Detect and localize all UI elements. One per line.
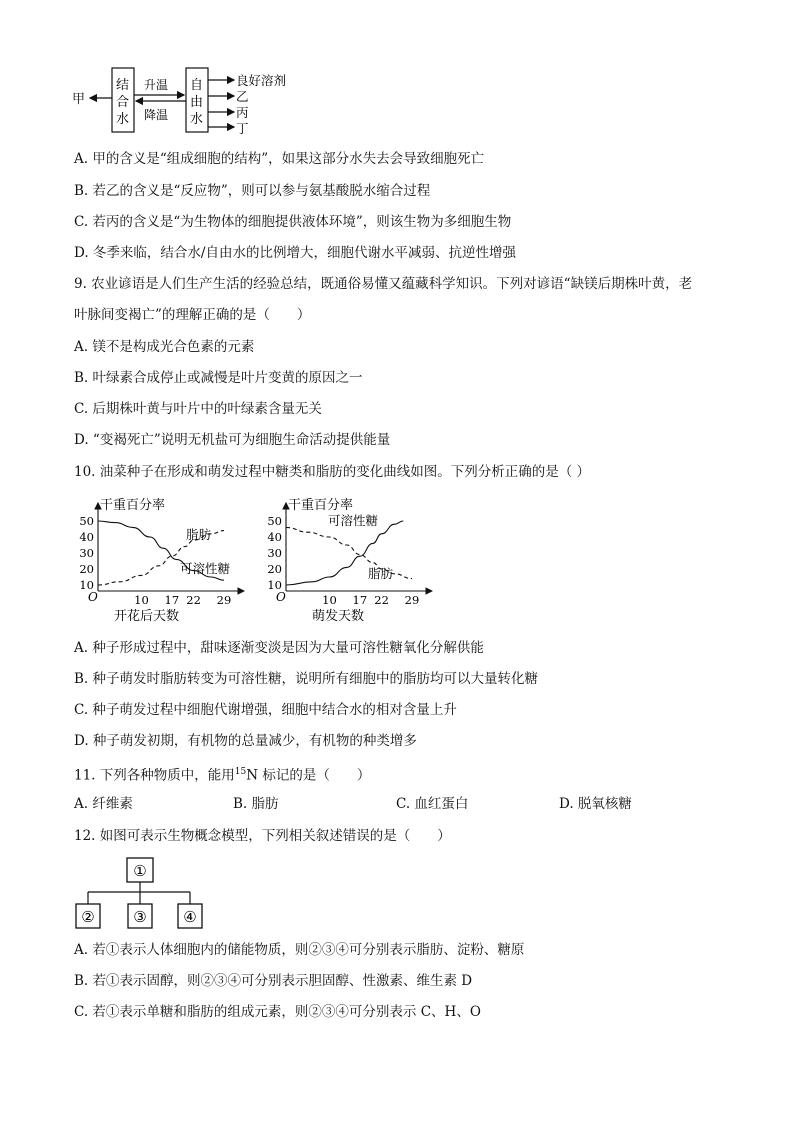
chart2-legend-fat: 脂肪 <box>368 566 394 581</box>
free-water-char-1: 自 <box>190 78 204 93</box>
bound-water-char-1: 结 <box>116 78 130 93</box>
q10-option-c[interactable]: C. 种子萌发过程中细胞代谢增强，细胞中结合水的相对含量上升 <box>74 702 457 718</box>
chart1-xtick-10: 10 <box>134 593 149 607</box>
q9-stem-line2: 叶脉间变褐亡”的理解正确的是（ ） <box>74 307 311 323</box>
chart2-origin: O <box>276 590 286 604</box>
output-bing: 丙 <box>236 105 249 120</box>
q10-stem: 10. 油菜种子在形成和萌发过程中糖类和脂肪的变化曲线如图。下列分析正确的是（ ） <box>74 464 591 480</box>
label-jia: 甲 <box>72 92 86 107</box>
q9-option-b[interactable]: B. 叶绿素合成停止或减慢是叶片变黄的原因之一 <box>74 370 363 386</box>
free-water-char-3: 水 <box>190 112 204 127</box>
q11-option-d[interactable]: D. 脱氧核糖 <box>559 796 632 812</box>
q11-stem <box>74 762 370 786</box>
heat-label: 升温 <box>144 78 169 92</box>
chart2-xtick-22: 22 <box>374 593 389 607</box>
chart1-ytick-40: 40 <box>79 530 94 544</box>
chart2-ytick-40: 40 <box>267 530 282 544</box>
bound-water-char-3: 水 <box>116 112 130 127</box>
node-3-label: ③ <box>133 908 147 926</box>
q9-stem-line1: 9. 农业谚语是人们生产生活的经验总结，既通俗易懂又蕴藏科学知识。下列对谚语“缺镁后期株叶黄，老 <box>74 276 693 292</box>
free-water-char-2: 由 <box>190 95 204 110</box>
chart1-legend-sugar: 可溶性糖 <box>180 561 231 576</box>
q9-option-a[interactable]: A. 镁不是构成光合色素的元素 <box>74 339 255 355</box>
q8-option-a[interactable]: A. 甲的含义是“组成细胞的结构”，如果这部分水失去会导致细胞死亡 <box>74 151 485 167</box>
chart2-series-fat-line <box>286 527 412 578</box>
chart2-xtick-29: 29 <box>404 593 420 607</box>
output-yi: 乙 <box>236 89 249 104</box>
q12-option-a[interactable]: A. 若①表示人体细胞内的储能物质，则②③④可分别表示脂肪、淀粉、糖原 <box>74 942 525 958</box>
output-good-solvent: 良好溶剂 <box>236 73 287 88</box>
chart1-ytick-30: 30 <box>79 546 94 560</box>
chart2-xtick-17: 17 <box>352 593 368 607</box>
q12-stem: 12. 如图可表示生物概念模型，下列相关叙述错误的是（ ） <box>74 828 451 844</box>
chart2-plot <box>286 521 412 585</box>
chart1-ytick-50: 50 <box>79 514 94 528</box>
chart2-ytick-10: 10 <box>267 578 282 592</box>
q11-option-c[interactable]: C. 血红蛋白 <box>396 796 469 812</box>
q9-option-d[interactable]: D. “变褐死亡”说明无机盐可为细胞生命活动提供能量 <box>74 432 391 448</box>
q11-options <box>74 794 734 814</box>
chart-seed-formation <box>66 493 256 625</box>
q8-option-b[interactable]: B. 若乙的含义是“反应物”，则可以参与氨基酸脱水缩合过程 <box>74 183 431 199</box>
q8-option-d[interactable]: D. 冬季来临，结合水/自由水的比例增大，细胞代谢水平减弱、抗逆性增强 <box>74 245 516 261</box>
node-2-label: ② <box>81 908 95 926</box>
q11-stem-pre: 11. 下列各种物质中，能用 <box>74 767 235 784</box>
q12-option-c[interactable]: C. 若①表示单糖和脂肪的组成元素，则②③④可分别表示 C、H、O <box>74 1004 481 1020</box>
node-4-label: ④ <box>183 908 197 926</box>
chart2-xlabel: 萌发天数 <box>312 609 365 624</box>
q10-option-b[interactable]: B. 种子萌发时脂肪转变为可溶性糖，说明所有细胞中的脂肪均可以大量转化糖 <box>74 671 539 687</box>
q9-option-c[interactable]: C. 后期株叶黄与叶片中的叶绿素含量无关 <box>74 401 322 417</box>
chart1-xtick-29: 29 <box>216 593 232 607</box>
chart1-ylabel: 干重百分率 <box>100 498 166 513</box>
chart1-origin: O <box>88 590 98 604</box>
chart2-legend-sugar: 可溶性糖 <box>328 513 379 528</box>
q11-option-a[interactable]: A. 纤维素 <box>74 796 133 812</box>
chart1-ytick-10: 10 <box>79 578 94 592</box>
chart1-legend-fat: 脂肪 <box>186 527 212 542</box>
cool-label: 降温 <box>144 108 169 122</box>
node-1-label: ① <box>133 862 147 880</box>
chart-seed-germination <box>254 493 444 625</box>
chart2-xtick-10: 10 <box>322 593 337 607</box>
chart1-xlabel: 开花后天数 <box>114 609 180 624</box>
q12-option-b[interactable]: B. 若①表示固醇，则②③④可分别表示胆固醇、性激素、维生素 D <box>74 973 473 989</box>
q11-isotope-mass: 15 <box>234 767 247 777</box>
bound-water-char-2: 合 <box>116 95 130 110</box>
chart1-xtick-22: 22 <box>186 593 201 607</box>
q11-stem-post: N 标记的是（ ） <box>246 767 371 784</box>
q8-option-c[interactable]: C. 若丙的含义是“为生物体的细胞提供液体环境”，则该生物为多细胞生物 <box>74 214 512 230</box>
q10-option-a[interactable]: A. 种子形成过程中，甜味逐渐变淡是因为大量可溶性糖氧化分解供能 <box>74 640 484 656</box>
q10-option-d[interactable]: D. 种子萌发初期，有机物的总量减少，有机物的种类增多 <box>74 733 417 749</box>
chart2-ytick-50: 50 <box>267 514 282 528</box>
chart2-ytick-30: 30 <box>267 546 282 560</box>
chart1-axes <box>98 503 244 591</box>
concept-model-diagram <box>74 856 224 936</box>
chart1-xtick-17: 17 <box>164 593 180 607</box>
chart2-ytick-20: 20 <box>267 562 282 576</box>
water-diagram <box>70 62 310 140</box>
q11-option-b[interactable]: B. 脂肪 <box>233 796 279 812</box>
output-ding: 丁 <box>236 121 249 136</box>
chart1-ytick-20: 20 <box>79 562 94 576</box>
chart2-ylabel: 干重百分率 <box>288 498 354 513</box>
